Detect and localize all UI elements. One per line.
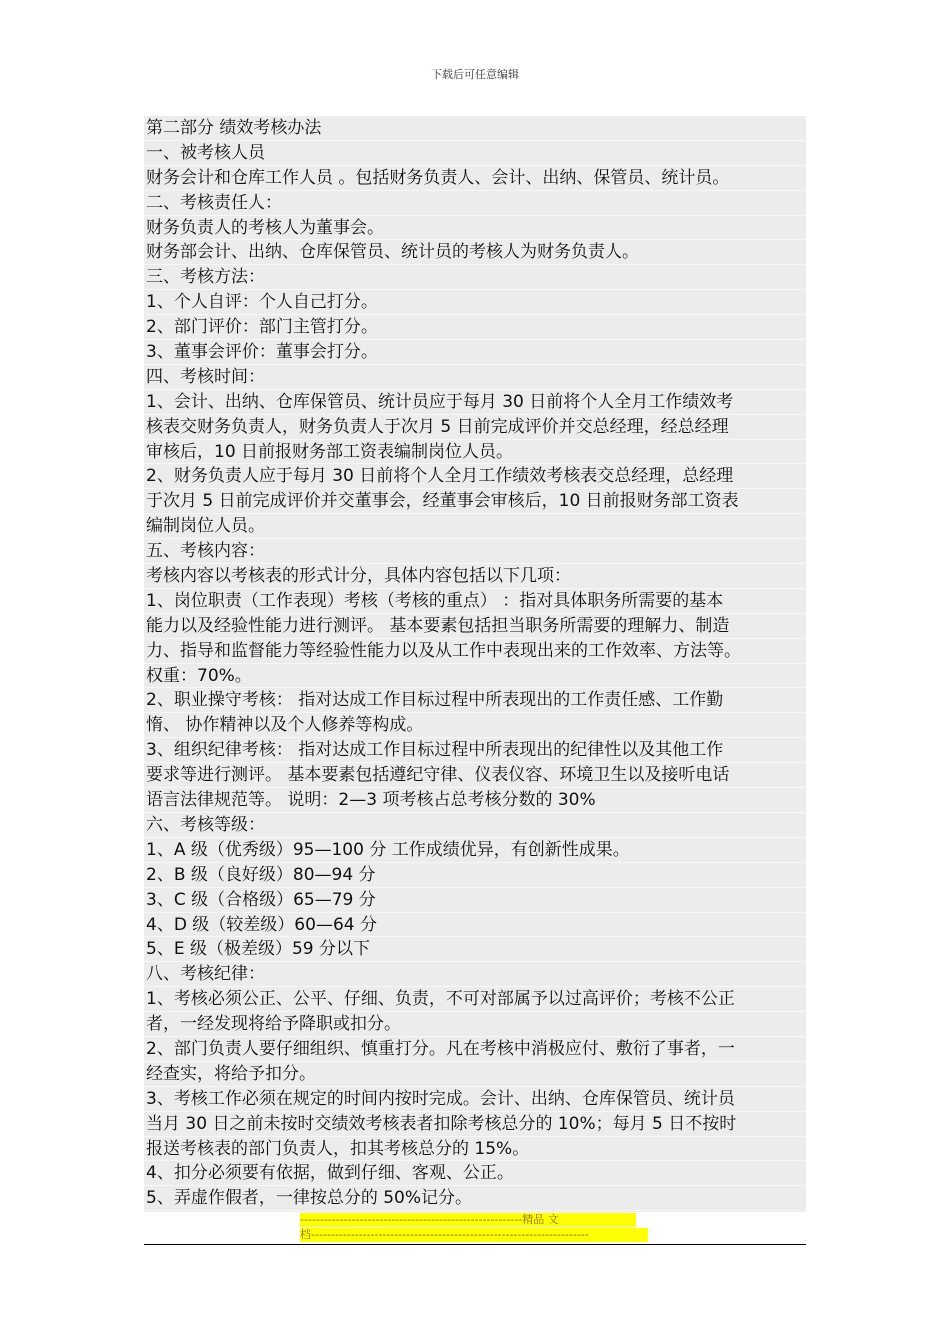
text-line: 考核内容以考核表的形式计分，具体内容包括以下几项： xyxy=(144,564,806,589)
text-line: 六、考核等级： xyxy=(144,813,806,838)
text-line: 3、董事会评价：董事会打分。 xyxy=(144,340,806,365)
text-line: 2、部门负责人要仔细组织、慎重打分。凡在考核中消极应付、敷衍了事者，一 xyxy=(144,1037,806,1062)
footer-watermark-line-2: 档---------------------------------------------------------------------- xyxy=(300,1228,648,1242)
text-line: 核表交财务负责人，财务负责人于次月 5 日前完成评价并交总经理，经总经理 xyxy=(144,415,806,440)
text-line: 四、考核时间： xyxy=(144,365,806,390)
text-line: 5、E 级（极差级）59 分以下 xyxy=(144,937,806,962)
text-line: 1、岗位职责（工作表现）考核（考核的重点） ：指对具体职务所需要的基本 xyxy=(144,589,806,614)
text-line: 4、扣分必须要有依据，做到仔细、客观、公正。 xyxy=(144,1161,806,1186)
text-line: 1、会计、出纳、仓库保管员、统计员应于每月 30 日前将个人全月工作绩效考 xyxy=(144,390,806,415)
text-line: 者，一经发现将给予降职或扣分。 xyxy=(144,1012,806,1037)
text-line: 1、个人自评：个人自己打分。 xyxy=(144,290,806,315)
text-line: 二、考核责任人： xyxy=(144,191,806,216)
text-line: 能力以及经验性能力进行测评。 基本要素包括担当职务所需要的理解力、制造 xyxy=(144,614,806,639)
text-line: 3、考核工作必须在规定的时间内按时完成。会计、出纳、仓库保管员、统计员 xyxy=(144,1087,806,1112)
text-line: 审核后，10 日前报财务部工资表编制岗位人员。 xyxy=(144,440,806,465)
text-line: 2、B 级（良好级）80—94 分 xyxy=(144,863,806,888)
text-line: 1、A 级（优秀级）95—100 分 工作成绩优异，有创新性成果。 xyxy=(144,838,806,863)
text-line: 财务部会计、出纳、仓库保管员、统计员的考核人为财务负责人。 xyxy=(144,240,806,265)
text-line: 财务负责人的考核人为董事会。 xyxy=(144,216,806,241)
text-line: 力、指导和监督能力等经验性能力以及从工作中表现出来的工作效率、方法等。 xyxy=(144,639,806,664)
footer-watermark-line-1: --------------------------------------------------------精品 文 xyxy=(300,1213,636,1227)
text-line: 当月 30 日之前未按时交绩效考核表者扣除考核总分的 10%；每月 5 日不按时 xyxy=(144,1112,806,1137)
text-line: 三、考核方法： xyxy=(144,265,806,290)
text-line: 2、职业操守考核： 指对达成工作目标过程中所表现出的工作责任感、工作勤 xyxy=(144,688,806,713)
footer-rule xyxy=(144,1244,806,1245)
text-line: 一、被考核人员 xyxy=(144,141,806,166)
text-line: 1、考核必须公正、公平、仔细、负责，不可对部属予以过高评价；考核不公正 xyxy=(144,987,806,1012)
text-line: 于次月 5 日前完成评价并交董事会，经董事会审核后，10 日前报财务部工资表 xyxy=(144,489,806,514)
text-line: 5、弄虚作假者，一律按总分的 50%记分。 xyxy=(144,1186,806,1211)
text-line: 五、考核内容： xyxy=(144,539,806,564)
text-line: 财务会计和仓库工作人员 。包括财务负责人、会计、出纳、保管员、统计员。 xyxy=(144,166,806,191)
page-header: 下载后可任意编辑 xyxy=(431,68,519,81)
text-line: 八、考核纪律： xyxy=(144,962,806,987)
text-line: 语言法律规范等。 说明：2—3 项考核占总考核分数的 30% xyxy=(144,788,806,813)
text-line: 3、组织纪律考核： 指对达成工作目标过程中所表现出的纪律性以及其他工作 xyxy=(144,738,806,763)
text-line: 报送考核表的部门负责人，扣其考核总分的 15%。 xyxy=(144,1137,806,1162)
text-line: 2、部门评价：部门主管打分。 xyxy=(144,315,806,340)
document-body xyxy=(144,116,806,1212)
text-line: 4、D 级（较差级）60—64 分 xyxy=(144,913,806,938)
text-line: 3、C 级（合格级）65—79 分 xyxy=(144,888,806,913)
text-line: 编制岗位人员。 xyxy=(144,514,806,539)
text-line: 要求等进行测评。 基本要素包括遵纪守律、仪表仪容、环境卫生以及接听电话 xyxy=(144,763,806,788)
text-line: 权重：70%。 xyxy=(144,664,806,689)
text-line: 2、财务负责人应于每月 30 日前将个人全月工作绩效考核表交总经理，总经理 xyxy=(144,464,806,489)
text-line: 惰、 协作精神以及个人修养等构成。 xyxy=(144,713,806,738)
text-line: 经查实，将给予扣分。 xyxy=(144,1062,806,1087)
text-line: 第二部分 绩效考核办法 xyxy=(144,116,806,141)
